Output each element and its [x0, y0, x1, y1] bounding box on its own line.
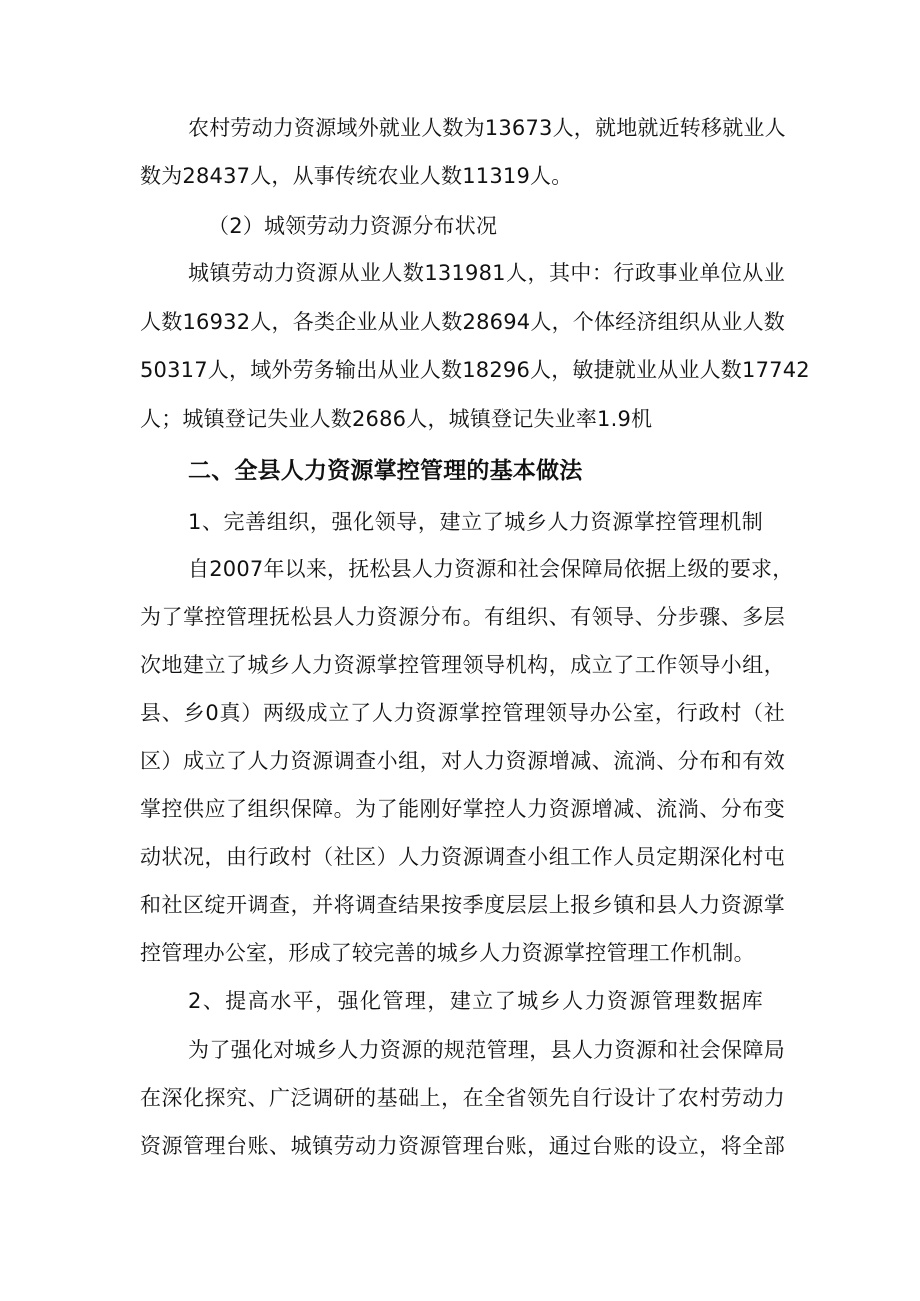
section-heading: 二、全县人力资源掌控管理的基本做法 — [188, 458, 583, 484]
paragraph-line: 在深化探究、广泛调研的基础上，在全省领先自行设计了农村劳动力 — [140, 1086, 785, 1110]
paragraph-line: 为了强化对城乡人力资源的规范管理，县人力资源和社会保障局 — [188, 1038, 785, 1062]
paragraph-line: 和社区绽开调查，并将调查结果按季度层层上报乡镇和县人力资源掌 — [140, 893, 785, 917]
paragraph-line: 掌控供应了组织保障。为了能刚好掌控人力资源增减、流淌、分布变 — [140, 797, 785, 821]
paragraph-line: 控管理办公室，形成了较完善的城乡人力资源掌控管理工作机制。 — [140, 941, 755, 965]
paragraph-line: 为了掌控管理抚松县人力资源分布。有组织、有领导、分步骤、多层 — [140, 605, 785, 629]
paragraph-line: 农村劳动力资源域外就业人数为13673人，就地就近转移就业人 — [188, 116, 786, 140]
paragraph-line: 资源管理台账、城镇劳动力资源管理台账，通过台账的设立，将全部 — [140, 1134, 785, 1158]
paragraph-line: 50317人，域外劳务输出从业人数18296人，敏捷就业从业人数17742 — [140, 358, 810, 382]
paragraph-line: 人；城镇登记失业人数2686人，城镇登记失业率1.9机 — [140, 407, 653, 431]
paragraph-line: 区）成立了人力资源调查小组，对人力资源增减、流淌、分布和有效 — [140, 749, 785, 773]
paragraph-line: 城镇劳动力资源从业人数131981人，其中：行政事业单位从业 — [188, 261, 785, 285]
paragraph-line: 人数16932人，各类企业从业人数28694人，个体经济组织从业人数 — [140, 310, 785, 334]
subsection-heading: 2、提高水平，强化管理，建立了城乡人力资源管理数据库 — [188, 989, 763, 1013]
subsection-heading: （2）城领劳动力资源分布状况 — [208, 214, 498, 238]
paragraph-line: 动状况，由行政村（社区）人力资源调查小组工作人员定期深化村屯 — [140, 845, 785, 869]
paragraph-line: 县、乡0真）两级成立了人力资源掌控管理领导办公室，行政村（社 — [140, 701, 785, 725]
subsection-heading: 1、完善组织，强化领导，建立了城乡人力资源掌控管理机制 — [188, 510, 763, 534]
paragraph-line: 自2007年以来，抚松县人力资源和社会保障局依据上级的要求， — [188, 557, 794, 581]
paragraph-line: 数为28437人，从事传统农业人数11319人。 — [140, 164, 573, 188]
paragraph-line: 次地建立了城乡人力资源掌控管理领导机构，成立了工作领导小组， — [140, 653, 785, 677]
